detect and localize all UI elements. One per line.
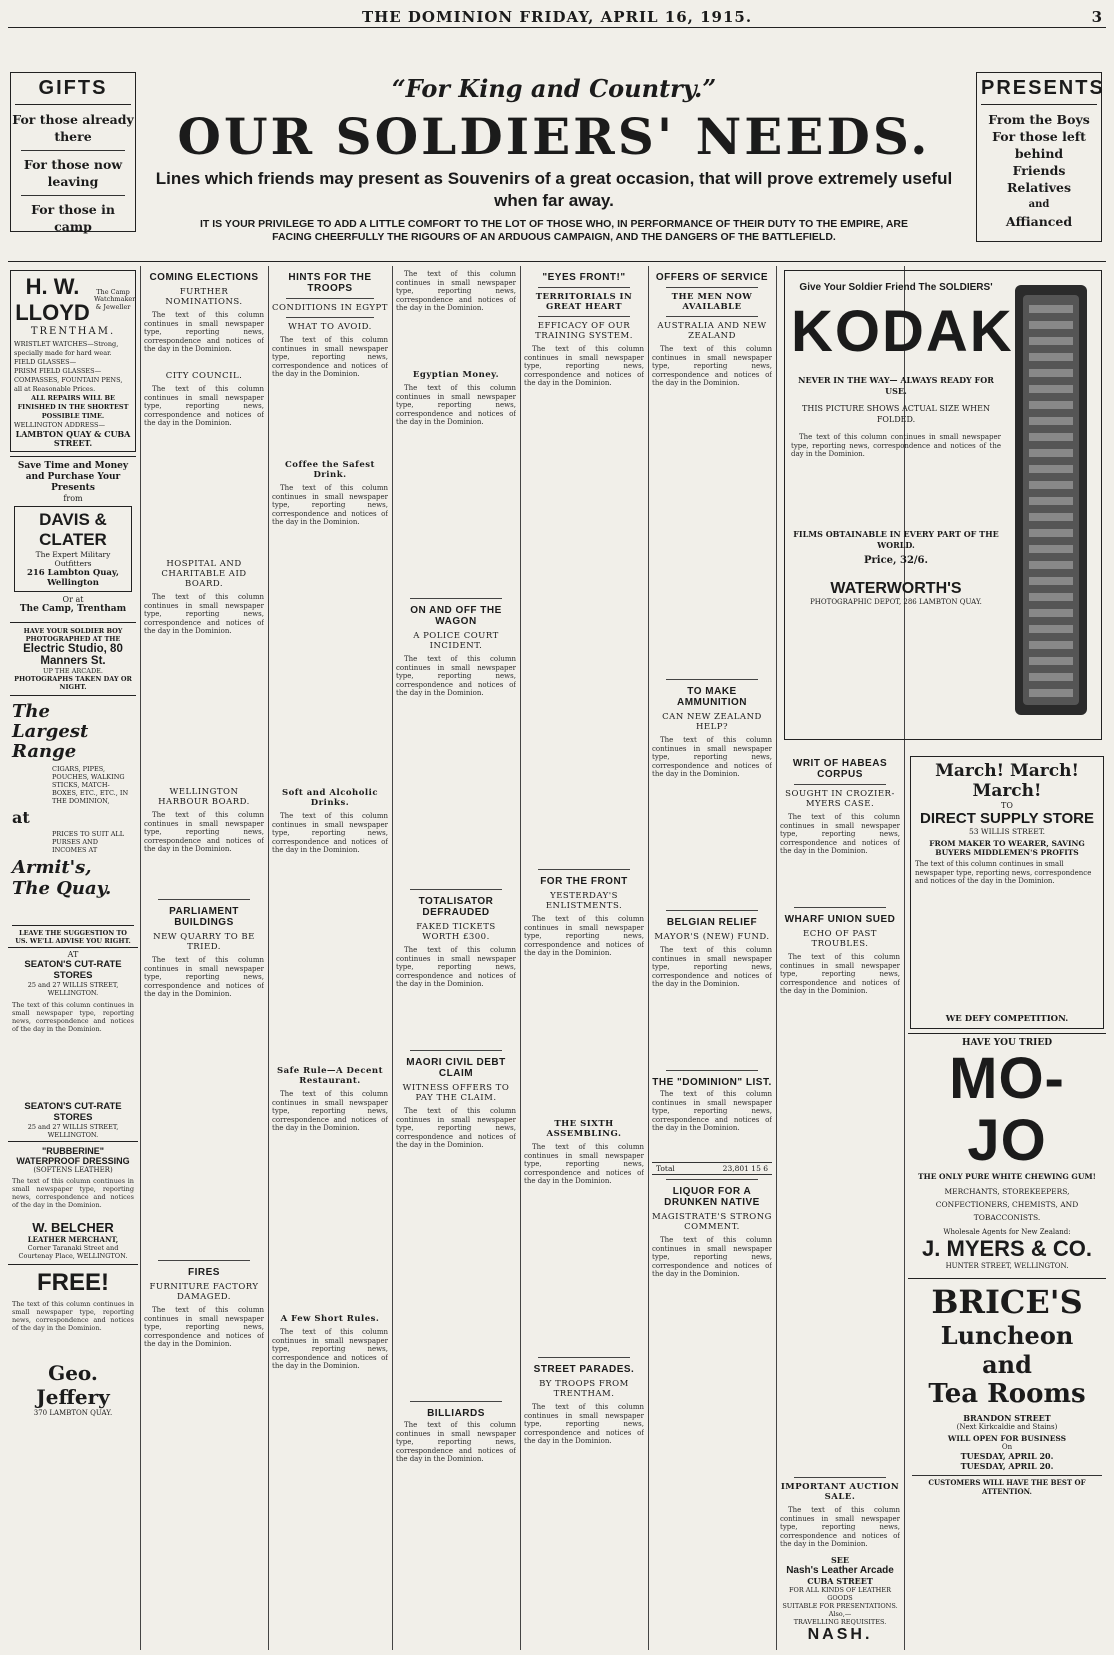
police-text: The text of this column continues in small newspaper type, reporting news, correspondence and notices of the day in the Dominion. xyxy=(396,655,516,698)
jeffery-name: Geo. Jeffery xyxy=(36,1361,110,1409)
hints-intro-text: The text of this column continues in small newspaper type, reporting news, correspondence and notices of the day in the Dominion. xyxy=(272,336,388,379)
soft-drinks-subheading: Soft and Alcoholic Drinks. xyxy=(281,788,379,808)
few-rules-subheading: A Few Short Rules. xyxy=(280,1314,380,1324)
jeffery-ad xyxy=(8,1264,138,1421)
billiards-heading: BILLIARDS xyxy=(427,1408,485,1419)
brice-luncheon: Luncheon and xyxy=(940,1321,1074,1379)
brice-address: BRANDON STREET xyxy=(963,1413,1051,1423)
wagon-heading: ON AND OFF THE WAGON xyxy=(410,605,502,627)
gifts-line-2: For those now leaving xyxy=(23,157,123,189)
men-available-subheading: THE MEN NOW AVAILABLE xyxy=(671,292,753,312)
masthead-title: THE DOMINION FRIDAY, APRIL 16, 1915. xyxy=(361,8,753,26)
davis-from: from xyxy=(63,494,83,503)
nash-line-2: SUITABLE FOR PRESENTATIONS. xyxy=(782,1602,898,1610)
armit-ad xyxy=(8,700,138,947)
harbour-board-heading: WELLINGTON HARBOUR BOARD. xyxy=(158,787,250,807)
nash-line-1: FOR ALL KINDS OF LEATHER GOODS xyxy=(789,1586,891,1602)
quarry-subheading: NEW QUARRY TO BE TRIED. xyxy=(153,932,255,952)
magistrate-subheading: MAGISTRATE'S STRONG COMMENT. xyxy=(652,1212,772,1232)
enlistments-text: The text of this column continues in small newspaper type, reporting news, correspondence and notices of the day in the Dominion. xyxy=(524,915,644,958)
lloyd-line-1: WRISTLET WATCHES—Strong, specially made for hard wear. xyxy=(14,340,119,357)
fires-text: The text of this column continues in small newspaper type, reporting news, correspondence and notices of the day in the Dominion. xyxy=(144,1306,264,1349)
kodak-line-2: THIS PICTURE SHOWS ACTUAL SIZE WHEN FOLDED. xyxy=(802,404,990,424)
safe-rule-subheading: Safe Rule—A Decent Restaurant. xyxy=(276,1066,384,1086)
parliament-buildings-heading: PARLIAMENT BUILDINGS xyxy=(169,906,239,928)
armit-name: Armit's, xyxy=(12,857,92,878)
hints-heading: HINTS FOR THE TROOPS xyxy=(288,272,372,294)
gifts-line-1: For those already there xyxy=(12,112,134,144)
lloyd-ad xyxy=(10,270,136,452)
jeffery-free: FREE! xyxy=(37,1269,109,1296)
billiards-text: The text of this column continues in small newspaper type, reporting news, correspondence and notices of the day in the Dominion. xyxy=(396,1421,516,1464)
jeffery-copy: The text of this column continues in small newspaper type, reporting news, correspondence and notices of the day in the Dominion. xyxy=(12,1300,134,1332)
harbour-board-text: The text of this column continues in small newspaper type, reporting news, correspondence and notices of the day in the Dominion. xyxy=(144,811,264,854)
coffee-subheading: Coffee the Safest Drink. xyxy=(285,460,375,480)
seaton-at: AT xyxy=(67,950,79,959)
waterworth-address: PHOTOGRAPHIC DEPOT, 286 LAMBTON QUAY. xyxy=(810,598,982,606)
dominion-list-total xyxy=(652,1162,772,1175)
column-2 xyxy=(144,266,264,1650)
column-5 xyxy=(524,266,644,1650)
egypt-subheading: CONDITIONS IN EGYPT xyxy=(272,303,388,313)
police-subheading: A POLICE COURT INCIDENT. xyxy=(413,631,499,651)
lloyd-line-5: ALL REPAIRS WILL BE FINISHED IN THE SHORTEST POSSIBLE TIME. xyxy=(17,394,129,420)
streets-text: The text of this column continues in small newspaper type, reporting news, correspondence and notices of the day in the Dominion. xyxy=(524,1403,644,1446)
mojo-pre: HAVE YOU TRIED xyxy=(961,1038,1053,1048)
brice-ad xyxy=(908,1278,1106,1500)
seaton-name-2: SEATON'S CUT-RATE STORES xyxy=(24,1101,122,1123)
lloyd-tag: The Camp Watchmaker & Jeweller xyxy=(94,287,136,311)
nash-name: Nash's Leather Arcade xyxy=(786,1565,894,1576)
electric-note: PHOTOGRAPHS TAKEN DAY OR NIGHT. xyxy=(14,675,132,691)
maori-text: The text of this column continues in small newspaper type, reporting news, correspondence and notices of the day in the Dominion. xyxy=(396,1107,516,1150)
liquor-heading: LIQUOR FOR A DRUNKEN NATIVE xyxy=(664,1186,760,1208)
armit-items: CIGARS, PIPES, POUCHES, WALKING STICKS, MATCH-BOXES, ETC., ETC., IN THE DOMINION, xyxy=(52,765,129,805)
wharf-text: The text of this column continues in small newspaper type, reporting news, correspondence and notices of the day in the Dominion. xyxy=(780,953,900,996)
soft-drinks-text: The text of this column continues in small newspaper type, reporting news, correspondence and notices of the day in the Dominion. xyxy=(272,812,388,855)
direct-from: FROM MAKER TO WEARER, SAVING BUYERS MIDDLEMEN'S PROFITS xyxy=(929,839,1085,857)
kodak-title: KODAK xyxy=(791,299,1014,364)
march-headline: March! March! March! xyxy=(935,761,1079,801)
banner-headline: OUR SOLDIERS' NEEDS. xyxy=(177,107,931,166)
brice-name: BRICE'S xyxy=(931,1283,1083,1321)
kodak-line-1: NEVER IN THE WAY— ALWAYS READY FOR USE. xyxy=(798,375,994,396)
presents-line-1: From the Boys xyxy=(988,112,1090,127)
front-heading: FOR THE FRONT xyxy=(540,876,628,887)
mojo-list: MERCHANTS, STOREKEEPERS, CONFECTIONERS, CHEMISTS, AND TOBACCONISTS. xyxy=(935,1187,1079,1222)
electric-sub: UP THE ARCADE. xyxy=(42,667,103,675)
masthead xyxy=(8,6,1106,28)
kodak-films: FILMS OBTAINABLE IN EVERY PART OF THE WORLD. xyxy=(793,529,999,550)
brice-date-2: TUESDAY, APRIL 20. xyxy=(960,1461,1054,1471)
electric-pre: HAVE YOUR SOLDIER BOY PHOTOGRAPHED AT THE xyxy=(23,627,123,643)
belcher-address: Corner Taranaki Street and Courtenay Place, WELLINGTON. xyxy=(18,1244,128,1260)
brice-on: On xyxy=(1001,1443,1013,1451)
belcher-name: W. BELCHER xyxy=(32,1220,114,1235)
troops-subheading: BY TROOPS FROM TRENTHAM. xyxy=(539,1379,629,1399)
city-council-heading: CITY COUNCIL. xyxy=(165,371,243,381)
hospital-board-heading: HOSPITAL AND CHARITABLE AID BOARD. xyxy=(161,559,247,589)
davis-tag: The Expert Military Outfitters xyxy=(35,550,111,568)
belcher-ad xyxy=(8,1141,138,1264)
money-text: The text of this column continues in small newspaper type, reporting news, correspondence and notices of the day in the Dominion. xyxy=(396,384,516,427)
davis-name: DAVIS & CLATER xyxy=(39,510,107,549)
column-3 xyxy=(272,266,388,1650)
elections-text: The text of this column continues in small newspaper type, reporting news, correspondence and notices of the day in the Dominion. xyxy=(144,311,264,354)
armit-line-3: Range xyxy=(12,741,77,762)
gifts-title: GIFTS xyxy=(15,77,131,105)
sought-subheading: SOUGHT IN CROZIER-MYERS CASE. xyxy=(785,789,895,809)
nash-see: SEE xyxy=(831,1555,849,1565)
brice-tea-rooms: Tea Rooms xyxy=(928,1379,1086,1409)
fires-heading: FIRES xyxy=(188,1267,220,1278)
sixth-text: The text of this column continues in small newspaper type, reporting news, correspondence and notices of the day in the Dominion. xyxy=(524,1143,644,1186)
kodak-ad xyxy=(780,266,1106,746)
faked-subheading: FAKED TICKETS WORTH £300. xyxy=(416,922,496,942)
city-council-text: The text of this column continues in small newspaper type, reporting news, correspondence and notices of the day in the Dominion. xyxy=(144,385,264,428)
column-8-ads xyxy=(908,752,1106,1650)
myers-address: HUNTER STREET, WELLINGTON. xyxy=(945,1262,1069,1270)
ammunition-heading: TO MAKE AMMUNITION xyxy=(677,686,747,708)
armit-quay: The Quay. xyxy=(12,878,112,899)
presents-line-2: For those left behind xyxy=(992,129,1086,161)
offers-text: The text of this column continues in small newspaper type, reporting news, correspondence and notices of the day in the Dominion. xyxy=(652,345,772,388)
auction-subheading: IMPORTANT AUCTION SALE. xyxy=(780,1482,900,1502)
hospital-board-text: The text of this column continues in small newspaper type, reporting news, correspondence and notices of the day in the Dominion. xyxy=(144,593,264,636)
mojo-sub: THE ONLY PURE WHITE CHEWING GUM! xyxy=(918,1172,1096,1181)
davis-clater-ad xyxy=(10,456,136,618)
brice-date-1: TUESDAY, APRIL 20. xyxy=(960,1451,1054,1461)
kodak-price: Price, 32/6. xyxy=(863,555,928,566)
money-subheading: Egyptian Money. xyxy=(412,370,500,380)
seaton-name-1: SEATON'S CUT-RATE STORES xyxy=(24,959,122,981)
soldiers-needs-banner xyxy=(8,62,1106,262)
belcher-headline: "RUBBERINE" WATERPROOF DRESSING xyxy=(16,1146,130,1166)
kodak-camera-illustration xyxy=(1011,281,1093,721)
total-value: 23,801 15 6 xyxy=(722,1164,768,1173)
nash-line-3: Also,— xyxy=(828,1610,852,1618)
lloyd-line-2: FIELD GLASSES— xyxy=(14,358,77,366)
factory-subheading: FURNITURE FACTORY DAMAGED. xyxy=(149,1282,259,1302)
enlistments-subheading: YESTERDAY'S ENLISTMENTS. xyxy=(545,891,623,911)
kodak-pre: Give Your Soldier Friend The SOLDIERS' xyxy=(799,282,993,293)
armit-at: at xyxy=(12,808,30,827)
column-1-ads xyxy=(8,266,138,1650)
direct-address: 53 WILLIS STREET. xyxy=(968,827,1046,836)
echo-subheading: ECHO OF PAST TROUBLES. xyxy=(803,929,877,949)
direct-to: TO xyxy=(1001,801,1013,810)
aus-nz-subheading: AUSTRALIA AND NEW ZEALAND xyxy=(657,321,767,341)
armit-line-1: The xyxy=(12,701,50,722)
territorials-subheading: TERRITORIALS IN GREAT HEART xyxy=(535,292,633,312)
seaton-copy: The text of this column continues in small newspaper type, reporting news, correspondence and notices of the day in the Dominion. xyxy=(12,1001,134,1033)
davis-address: 216 Lambton Quay, Wellington xyxy=(26,568,120,588)
canhelp-subheading: CAN NEW ZEALAND HELP? xyxy=(662,712,762,732)
lloyd-line-4: COMPASSES, FOUNTAIN PENS, all at Reasonable Prices. xyxy=(14,376,123,393)
myers-name: J. MYERS & CO. xyxy=(922,1236,1092,1261)
belgian-heading: BELGIAN RELIEF xyxy=(666,917,758,928)
brice-open: WILL OPEN FOR BUSINESS xyxy=(947,1434,1067,1443)
gifts-box xyxy=(10,72,136,232)
banner-center xyxy=(144,62,964,244)
seaton-ad xyxy=(8,947,138,1141)
auction-text: The text of this column continues in small newspaper type, reporting news, correspondence and notices of the day in the Dominion. xyxy=(780,1506,900,1549)
totalisator-text: The text of this column continues in small newspaper type, reporting news, correspondence and notices of the day in the Dominion. xyxy=(396,946,516,989)
brice-note: CUSTOMERS WILL HAVE THE BEST OF ATTENTION. xyxy=(912,1475,1102,1496)
dominion-list-text: The text of this column continues in small newspaper type, reporting news, correspondence and notices of the day in the Dominion. xyxy=(652,1090,772,1133)
davis-or: Or at xyxy=(62,595,84,604)
lloyd-line-7: LAMBTON QUAY & CUBA STREET. xyxy=(15,429,131,448)
belcher-copy: The text of this column continues in small newspaper type, reporting news, correspondence and notices of the day in the Dominion. xyxy=(12,1177,134,1209)
nash-address: CUBA STREET xyxy=(807,1576,873,1586)
armit-line-2: Largest xyxy=(12,721,89,742)
parliament-text: The text of this column continues in small newspaper type, reporting news, correspondence and notices of the day in the Dominion. xyxy=(144,956,264,999)
davis-camp: The Camp, Trentham xyxy=(19,604,127,614)
belcher-subhead: (SOFTENS LEATHER) xyxy=(33,1166,113,1174)
column-7 xyxy=(780,752,900,1650)
banner-motto: “For King and Country.” xyxy=(391,74,717,103)
lloyd-place: TRENTHAM. xyxy=(30,326,116,337)
armit-note: LEAVE THE SUGGESTION TO US. WE'LL ADVISE YOU RIGHT. xyxy=(12,925,134,945)
davis-pre: Save Time and Money and Purchase Your Presents xyxy=(17,461,129,493)
eyes-front-heading: "EYES FRONT!" xyxy=(542,272,626,283)
direct-supply-name: DIRECT SUPPLY STORE xyxy=(920,810,1094,827)
gifts-line-3: For those in camp xyxy=(31,202,115,234)
presents-title: PRESENTS xyxy=(981,77,1097,105)
elections-subheading: FURTHER NOMINATIONS. xyxy=(165,287,243,307)
sixth-subheading: THE SIXTH ASSEMBLING. xyxy=(546,1119,622,1139)
nash-line-4: TRAVELLING REQUISITES. xyxy=(793,1618,887,1626)
column-6 xyxy=(652,266,772,1650)
page-number: 3 xyxy=(1091,8,1102,26)
myers-pre: Wholesale Agents for New Zealand: xyxy=(943,1228,1071,1236)
avoid-subheading: WHAT TO AVOID. xyxy=(288,322,372,332)
brice-near: (Next Kirkcaldie and Stains) xyxy=(956,1423,1058,1431)
mojo-title: MO-JO xyxy=(949,1046,1065,1173)
habeas-heading: WRIT OF HABEAS CORPUS xyxy=(792,758,888,780)
mayor-fund-subheading: MAYOR'S (NEW) FUND. xyxy=(654,932,770,942)
presents-line-5: and xyxy=(1028,199,1050,210)
totalisator-heading: TOTALISATOR DEFRAUDED xyxy=(418,896,494,918)
eyes-front-text: The text of this column continues in small newspaper type, reporting news, correspondence and notices of the day in the Dominion. xyxy=(524,345,644,388)
banner-subline: Lines which friends may present as Souvenirs of a great occasion, that will prove extremely useful when far away. xyxy=(155,169,953,210)
ammunition-text: The text of this column continues in small newspaper type, reporting news, correspondence and notices of the day in the Dominion. xyxy=(652,736,772,779)
electric-name: Electric Studio, 80 Manners St. xyxy=(23,643,123,667)
direct-copy: The text of this column continues in small newspaper type, reporting news, correspondence and notices of the day in the Dominion. xyxy=(915,860,1092,886)
lloyd-line-6: WELLINGTON ADDRESS— xyxy=(14,421,105,429)
presents-line-6: Affianced xyxy=(1005,214,1073,229)
mojo-ad xyxy=(908,1033,1106,1274)
offers-heading: OFFERS OF SERVICE xyxy=(655,272,769,283)
direct-competition: WE DEFY COMPETITION. xyxy=(945,1014,1069,1024)
safe-rule-text: The text of this column continues in small newspaper type, reporting news, correspondence and notices of the day in the Dominion. xyxy=(272,1090,388,1133)
total-label: Total xyxy=(656,1164,675,1173)
belcher-tag: LEATHER MERCHANT, xyxy=(27,1235,119,1244)
col4-top-text: The text of this column continues in small newspaper type, reporting news, correspondence and notices of the day in the Dominion. xyxy=(396,270,516,313)
streets-heading: STREET PARADES. xyxy=(533,1364,635,1375)
habeas-text: The text of this column continues in small newspaper type, reporting news, correspondence and notices of the day in the Dominion. xyxy=(780,813,900,856)
direct-supply-ad xyxy=(910,756,1104,1029)
presents-line-3: Friends xyxy=(1012,163,1066,178)
efficacy-subheading: EFFICACY OF OUR TRAINING SYSTEM. xyxy=(535,321,633,341)
liquor-text: The text of this column continues in small newspaper type, reporting news, correspondence and notices of the day in the Dominion. xyxy=(652,1236,772,1279)
elections-heading: COMING ELECTIONS xyxy=(149,272,259,283)
nash-big: NASH. xyxy=(807,1626,873,1643)
few-rules-text: The text of this column continues in small newspaper type, reporting news, correspondence and notices of the day in the Dominion. xyxy=(272,1328,388,1371)
seaton-address-1: 25 and 27 WILLIS STREET, WELLINGTON. xyxy=(27,981,119,997)
coffee-text: The text of this column continues in small newspaper type, reporting news, correspondence and notices of the day in the Dominion. xyxy=(272,484,388,527)
dominion-list-heading: THE "DOMINION" LIST. xyxy=(652,1077,772,1088)
presents-box xyxy=(976,72,1105,242)
lloyd-line-3: PRISM FIELD GLASSES— xyxy=(14,367,102,375)
belgian-text: The text of this column continues in small newspaper type, reporting news, correspondence and notices of the day in the Dominion. xyxy=(652,946,772,989)
witness-subheading: WITNESS OFFERS TO PAY THE CLAIM. xyxy=(402,1083,510,1103)
nash-ad xyxy=(780,1555,900,1650)
kodak-copy: The text of this column continues in small newspaper type, reporting news, correspondence and notices of the day in the Dominion. xyxy=(791,433,1001,459)
lloyd-name: H. W. LLOYD xyxy=(15,274,90,325)
waterworth-name: WATERWORTH'S xyxy=(830,580,962,597)
column-4 xyxy=(396,266,516,1650)
maori-heading: MAORI CIVIL DEBT CLAIM xyxy=(406,1057,506,1079)
banner-privilege: IT IS YOUR PRIVILEGE TO ADD A LITTLE COMFORT TO THE LOT OF THOSE WHO, IN PERFORMANCE OF THEIR DUTY TO THE EMPIRE, ARE FACING CHEERFULLY THE RIGOURS OF AN ARDUOUS CAMPAIGN, AND THE DANGERS OF THE BATTLEFIELD. xyxy=(200,218,908,243)
seaton-address-2: 25 and 27 WILLIS STREET, WELLINGTON. xyxy=(27,1123,119,1139)
jeffery-address: 370 LAMBTON QUAY. xyxy=(33,1409,113,1417)
wharf-heading: WHARF UNION SUED xyxy=(784,914,896,925)
presents-line-4: Relatives xyxy=(1007,180,1071,195)
armit-prices: PRICES TO SUIT ALL PURSES AND INCOMES AT xyxy=(52,830,125,854)
electric-studio-ad xyxy=(10,622,136,696)
